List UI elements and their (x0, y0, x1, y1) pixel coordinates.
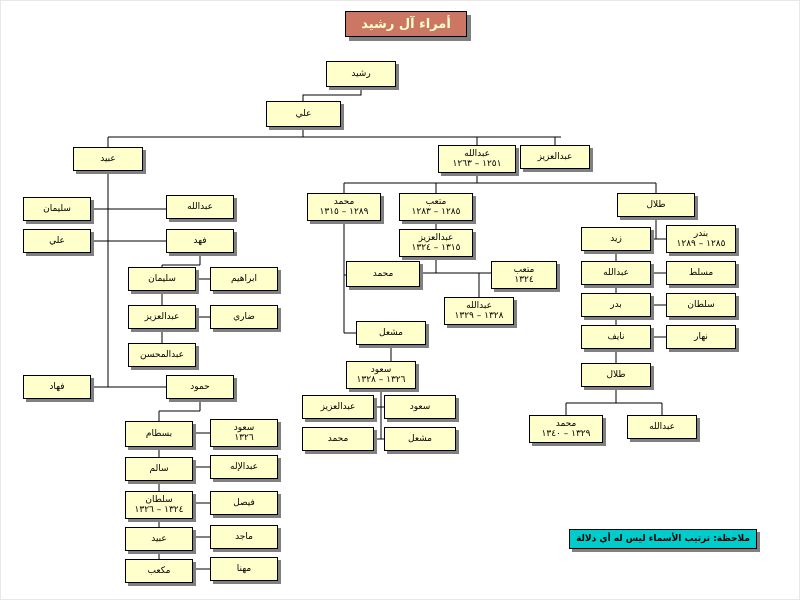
person-name: علي (49, 235, 65, 246)
person-name: عبدالله (187, 201, 213, 212)
person-node[interactable] (581, 261, 651, 285)
person-node[interactable] (617, 193, 695, 217)
person-name: طلال (646, 199, 666, 210)
person-node[interactable] (491, 261, 557, 289)
person-name: مهنا (236, 563, 252, 574)
person-name: عبدالله (464, 148, 490, 159)
person-name: رشيد (351, 68, 371, 79)
person-node[interactable] (302, 395, 374, 419)
person-node[interactable] (666, 293, 736, 317)
person-name: سليمان (43, 203, 71, 214)
person-dates: ١٣٢٦ – ١٣٢٨ (356, 375, 406, 385)
person-node[interactable] (23, 229, 91, 253)
person-name: محمد (333, 196, 355, 207)
person-dates: ١٣٢٩ – ١٣٤٠ (541, 429, 591, 439)
note-box (569, 529, 757, 549)
person-node[interactable] (128, 305, 196, 329)
person-name: بدر (610, 299, 622, 310)
person-name: طلال (606, 369, 626, 380)
person-name: حمود (190, 381, 210, 392)
person-dates: ١٢٨٩ – ١٣١٥ (319, 207, 369, 217)
person-node[interactable] (210, 267, 278, 291)
person-node[interactable] (128, 343, 196, 367)
person-node[interactable] (581, 363, 651, 387)
person-name: نهار (694, 331, 708, 342)
person-name: فهد (193, 235, 207, 246)
person-node[interactable] (384, 395, 456, 419)
person-name: عبدالعزيز (418, 232, 454, 243)
person-name: سعود (409, 401, 431, 412)
person-node[interactable] (210, 455, 278, 479)
person-node[interactable] (210, 525, 278, 549)
person-node[interactable] (125, 527, 193, 551)
person-name: سلطان (145, 494, 173, 505)
person-name: عبيد (100, 153, 116, 164)
person-name: ابراهيم (231, 273, 257, 284)
person-node[interactable] (73, 147, 143, 171)
person-dates: ١٣٢٤ – ١٣٢٦ (134, 505, 184, 515)
person-node[interactable] (520, 145, 590, 169)
person-node[interactable] (529, 415, 603, 443)
person-node[interactable] (125, 491, 193, 519)
person-dates: ١٢٥١ – ١٢٦٣ (452, 159, 502, 169)
person-name: عبدالمحسن (140, 349, 184, 360)
person-name: عبدالعزيز (320, 401, 356, 412)
person-node[interactable] (581, 325, 651, 349)
person-node[interactable] (627, 415, 697, 439)
person-name: مشعل (379, 327, 404, 338)
person-name: عبدالله (466, 300, 492, 311)
person-name: عبدالعزيز (537, 151, 573, 162)
person-name: عبيد (151, 533, 167, 544)
person-node[interactable] (666, 325, 736, 349)
person-name: فهاد (49, 381, 65, 392)
person-name: زيد (610, 233, 622, 244)
person-dates: ١٢٨٥ – ١٢٨٩ (676, 239, 726, 249)
person-node[interactable] (346, 261, 420, 287)
person-node[interactable] (326, 61, 396, 87)
person-name: مسلط (688, 267, 714, 278)
person-name: بندر (693, 228, 709, 239)
person-node[interactable] (210, 305, 278, 329)
person-node[interactable] (307, 193, 381, 221)
person-node[interactable] (23, 197, 91, 221)
person-node[interactable] (384, 427, 456, 451)
person-node[interactable] (666, 225, 736, 253)
person-node[interactable] (166, 195, 234, 219)
person-name: سالم (149, 463, 169, 474)
person-name: محمد (327, 433, 349, 444)
person-name: عبدالإله (230, 461, 259, 472)
person-name: عبدالعزيز (144, 311, 180, 322)
person-node[interactable] (210, 419, 278, 447)
person-node[interactable] (399, 229, 473, 257)
person-node[interactable] (166, 375, 234, 399)
person-name: فيصل (233, 497, 255, 508)
person-name: سعود (233, 422, 255, 433)
person-node[interactable] (210, 557, 278, 581)
person-node[interactable] (346, 361, 416, 389)
person-node[interactable] (581, 293, 651, 317)
person-node[interactable] (128, 267, 196, 291)
person-name: مكعب (147, 565, 171, 576)
note-text: ملاحظة: ترتيب الأسماء ليس له أي دلالة (576, 534, 750, 544)
person-dates: ١٣٢٨ – ١٣٢٩ (454, 311, 504, 321)
person-name: عبدالله (603, 267, 629, 278)
person-node[interactable] (125, 457, 193, 481)
person-name: سلطان (687, 299, 715, 310)
person-node[interactable] (399, 193, 473, 221)
person-node[interactable] (438, 145, 516, 173)
person-node[interactable] (125, 559, 193, 583)
diagram-title-text: أمراء آل رشيد (361, 16, 451, 32)
person-name: عبدالله (649, 421, 675, 432)
person-node[interactable] (581, 227, 651, 251)
person-dates: ١٢٨٥ – ١٢٨٣ (411, 207, 461, 217)
person-dates: ١٣١٥ – ١٣٢٤ (411, 243, 461, 253)
person-name: محمد (372, 268, 394, 279)
person-node[interactable] (302, 427, 374, 451)
person-name: ماجد (235, 531, 253, 542)
person-name: سليمان (148, 273, 176, 284)
person-name: نايف (607, 331, 625, 342)
person-node[interactable] (125, 421, 193, 447)
person-dates: ١٣٢٦ (234, 433, 254, 443)
person-name: علي (295, 108, 312, 119)
person-name: ضاري (233, 311, 255, 322)
person-name: متعب (513, 264, 535, 275)
person-name: بسطام (145, 428, 173, 439)
person-node[interactable] (666, 261, 736, 285)
person-dates: ١٣٢٤ (514, 275, 534, 285)
person-node[interactable] (210, 491, 278, 515)
person-name: متعب (425, 196, 447, 207)
person-node[interactable] (356, 321, 426, 345)
person-name: محمد (555, 418, 577, 429)
person-name: سعود (370, 364, 392, 375)
person-node[interactable] (23, 375, 91, 399)
person-node[interactable] (266, 101, 341, 127)
person-name: مشعل (408, 433, 433, 444)
person-node[interactable] (166, 229, 234, 253)
person-node[interactable] (444, 297, 514, 325)
diagram-title (345, 11, 467, 37)
